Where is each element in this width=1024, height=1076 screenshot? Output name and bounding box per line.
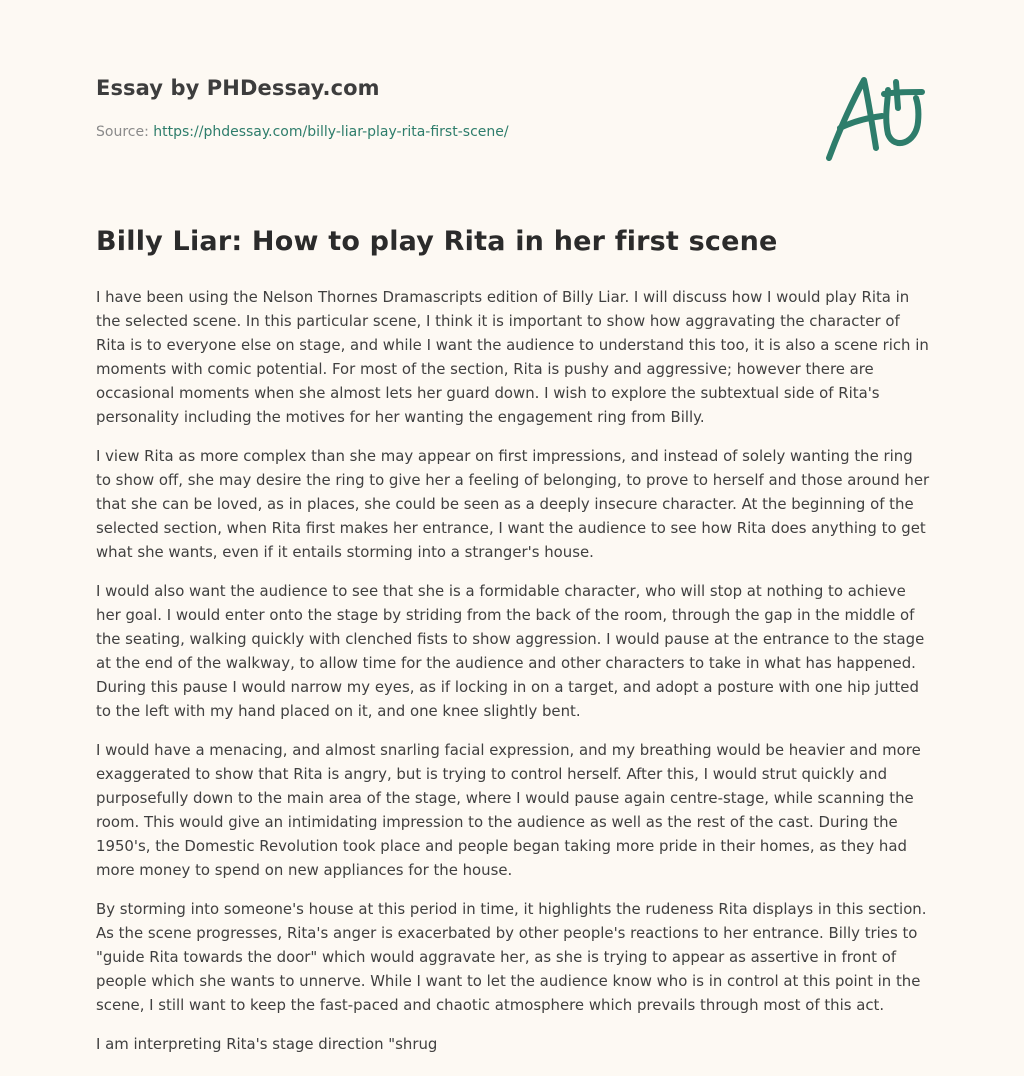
article-title: Billy Liar: How to play Rita in her first scene [96,226,778,257]
brand-title: Essay by PHDessay.com [96,76,380,100]
paragraph: I view Rita as more complex than she may appear on first impressions, and instead of solely wanting the ring to show off, she may desire the ring to give her a feeling of belonging, to prove to herself and those around her that she can be loved, as in places, she could be seen as a deeply insecure character. At the beginning of the selected section, when Rita first makes her entrance, I want the audience to see how Rita does anything to get what she wants, even if it entails storming into a stranger's house. [96,447,930,561]
paragraph: By storming into someone's house at this period in time, it highlights the rudeness Rita displays in this section. As the scene progresses, Rita's anger is exacerbated by other people's reactions to her entrance. Billy tries to "guide Rita towards the door" which would aggravate her, as she is trying to appear as assertive in front of people which she wants to unnerve. While I want to let the audience know who is in control at this point in the scene, I still want to keep the fast-paced and chaotic atmosphere which prevails through most of this act. [96,900,927,1014]
source-line [96,124,509,140]
essay-page [96,0,932,1053]
paragraph: I would also want the audience to see that she is a formidable character, who will stop at nothing to achieve her goal. I would enter onto the stage by striding from the back of the room, through the gap in the middle of the seating, walking quickly with clenched fists to show aggression. I would pause at the entrance to the stage at the end of the walkway, to allow time for the audience and other characters to take in what has happened. During this pause I would narrow my eyes, as if locking in on a target, and adopt a posture with one hip jutted to the left with my hand placed on it, and one knee slightly bent. [96,582,925,720]
page-header [96,0,932,190]
source-label: Source: [96,124,154,140]
source-link[interactable]: https://phdessay.com/billy-liar-play-rita-first-scene/ [153,124,509,140]
paragraph: I would have a menacing, and almost snarling facial expression, and my breathing would be heavier and more exaggerated to show that Rita is angry, but is trying to control herself. After this, I would strut quickly and purposefully down to the main area of the stage, where I would pause again centre-stage, while scanning the room. This would give an intimidating impression to the audience as well as the rest of the cast. During the 1950's, the Domestic Revolution took place and people began taking more pride in their homes, as they had more money to spend on new appliances for the house. [96,741,921,879]
a-plus-logo-icon [826,68,926,164]
paragraph: I have been using the Nelson Thornes Dramascripts edition of Billy Liar. I will discuss how I would play Rita in the selected scene. In this particular scene, I think it is important to show how aggravating the character of Rita is to everyone else on stage, and while I want the audience to understand this too, it is also a scene rich in moments with comic potential. For most of the section, Rita is pushy and aggressive; however there are occasional moments when she almost lets her guard down. I wish to explore the subtextual side of Rita's personality including the motives for her wanting the engagement ring from Billy. [96,288,929,426]
article-body [96,285,932,1071]
paragraph: I am interpreting Rita's stage direction "shrug [96,1035,438,1053]
